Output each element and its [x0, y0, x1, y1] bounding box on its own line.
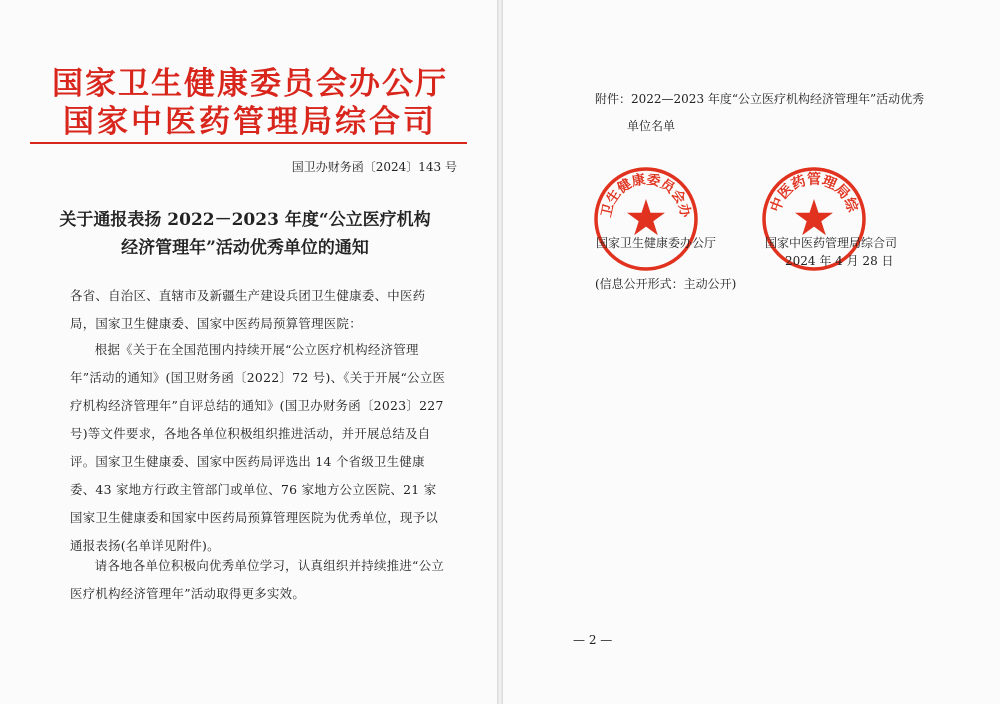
- page-number: — 2 —: [573, 633, 613, 647]
- header-issuer-1: 国家卫生健康委员会办公厅: [52, 66, 448, 102]
- notice-title-line-1: 关于通报表扬 2022－2023 年度“公立医疗机构: [59, 210, 431, 230]
- notice-title-line-2: 经济管理年”活动优秀单位的通知: [121, 238, 369, 258]
- right-page: [503, 0, 1000, 704]
- left-page: [0, 0, 497, 704]
- header-issuer-2: 国家中医药管理局综合司: [63, 104, 437, 140]
- disclosure-mode: (信息公开形式：主动公开): [595, 277, 737, 291]
- body-paragraph-1: 根据《关于在全国范围内持续开展“公立医疗机构经济管理年”活动的通知》(国卫财务函〔2022〕72 号)、《关于开展“公立医疗机构经济管理年”自评总结的通知》(国卫办财务函〔2023〕227 号)等文件要求，各地各单位积极组织推进活动，并开展总结及自评。国家卫生健康委、国家中医药局评选出 14 个省级卫生健康委、43 家地方行政主管部门或单位、76 家地方公立医院、21 家国家卫生健康委和国家中医药局预算管理医院为优秀单位，现予以通报表扬(名单详见附件)。: [70, 342, 446, 553]
- official-seal-1: [593, 166, 699, 272]
- signer-2: 国家中医药管理局综合司: [765, 236, 898, 250]
- attachment-line-1: 附件：2022—2023 年度“公立医疗机构经济管理年”活动优秀: [595, 92, 925, 106]
- body-paragraph-2: 请各地各单位积极向优秀单位学习，认真组织并持续推进“公立医疗机构经济管理年”活动取得更多实效。: [70, 558, 445, 601]
- document-number: 国卫办财务函〔2024〕143 号: [291, 160, 457, 174]
- seal-1-text: 卫生健康委员会办: [598, 171, 694, 219]
- salutation: 各省、自治区、直辖市及新疆生产建设兵团卫生健康委、中医药局，国家卫生健康委、国家中医药局预算管理医院：: [70, 288, 426, 331]
- seal-2-text: 中医药管理局综: [767, 172, 861, 215]
- attachment-line-2: 单位名单: [627, 119, 676, 133]
- sign-date: 2024 年 4 月 28 日: [785, 254, 894, 268]
- red-separator-line: [30, 142, 467, 144]
- signer-1: 国家卫生健康委办公厅: [596, 236, 717, 250]
